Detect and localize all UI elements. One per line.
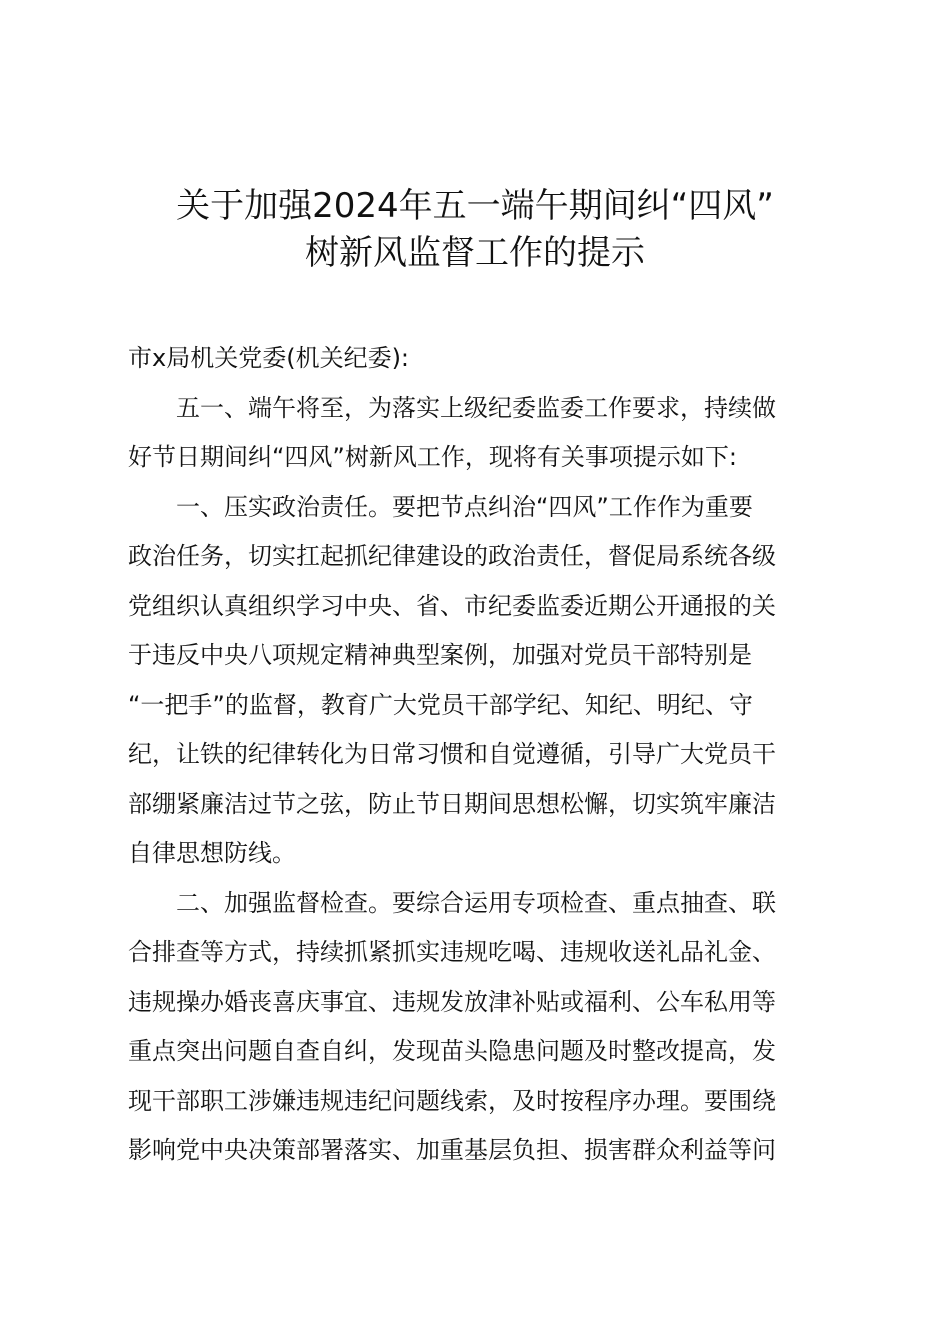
section2-line: 违规操办婚丧喜庆事宜、违规发放津补贴或福利、公车私用等	[128, 987, 776, 1016]
section2-line: 合排查等方式，持续抓紧抓实违规吃喝、违规收送礼品礼金、	[128, 938, 776, 966]
section2-line: 二、加强监督检查。要综合运用专项检查、重点抽查、联	[176, 888, 776, 917]
section2-line: 现干部职工涉嫌违规违纪问题线索，及时按程序办理。要围绕	[128, 1086, 776, 1115]
section1-line: 政治任务，切实扛起抓纪律建设的政治责任，督促局系统各级	[128, 542, 776, 570]
section1-line: 党组织认真组织学习中央、省、市纪委监委近期公开通报的关	[128, 591, 776, 620]
intro-line: 五一、端午将至，为落实上级纪委监委工作要求，持续做	[176, 393, 776, 422]
document-body	[128, 334, 833, 1176]
section1-line: 部绷紧廉洁过节之弦，防止节日期间思想松懈，切实筑牢廉洁	[128, 789, 776, 818]
intro-line: 好节日期间纠“四风”树新风工作，现将有关事项提示如下:	[128, 443, 737, 471]
section1-line: 自律思想防线。	[128, 839, 296, 867]
section1-line: “一把手”的监督，教育广大党员干部学纪、知纪、明纪、守	[128, 690, 753, 719]
salutation: 市x局机关党委(机关纪委):	[128, 344, 410, 372]
document-title	[100, 183, 850, 277]
section1-line: 于违反中央八项规定精神典型案例，加强对党员干部特别是	[128, 641, 752, 669]
section2-line: 重点突出问题自查自纠，发现苗头隐患问题及时整改提高，发	[128, 1037, 776, 1065]
title-line-1: 关于加强2024年五一端午期间纠“四风”	[176, 186, 774, 226]
title-line-2: 树新风监督工作的提示	[305, 233, 645, 273]
section2-line: 影响党中央决策部署落实、加重基层负担、损害群众利益等问	[128, 1136, 776, 1164]
section1-line: 一、压实政治责任。要把节点纠治“四风”工作作为重要	[176, 492, 753, 521]
section1-line: 纪，让铁的纪律转化为日常习惯和自觉遵循，引导广大党员干	[128, 740, 776, 768]
